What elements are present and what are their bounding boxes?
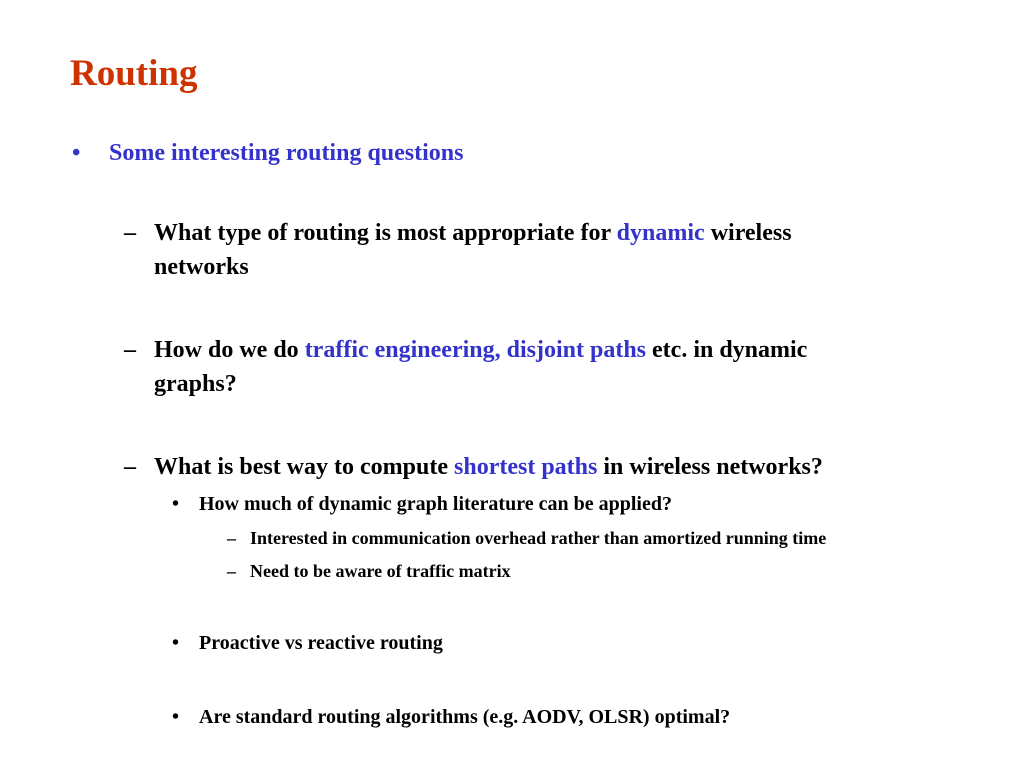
sub-point-1-item-2: Need to be aware of traffic matrix	[250, 561, 511, 581]
dash-marker: –	[124, 220, 136, 246]
question-3-line-1	[154, 450, 823, 484]
dash-marker: –	[227, 561, 236, 581]
sub-point-1: How much of dynamic graph literature can be applied?	[199, 493, 672, 515]
question-2-text: How do we do	[154, 337, 305, 363]
question-1-text-end: wireless	[704, 220, 792, 246]
sub-point-2: Proactive vs reactive routing	[199, 632, 443, 654]
question-1-line-2: networks	[154, 254, 249, 280]
question-1-text: What type of routing is most appropriate for	[154, 220, 617, 246]
sub-point-3: Are standard routing algorithms (e.g. AODV, OLSR) optimal?	[199, 706, 731, 728]
sub-bullet-marker: •	[172, 632, 180, 654]
dash-marker: –	[124, 337, 136, 363]
question-1-highlight: dynamic	[616, 220, 705, 246]
sub-bullet-marker: •	[172, 706, 180, 728]
sub-point-1-item-1: Interested in communication overhead rather than amortized running time	[250, 528, 827, 548]
question-3-text-end: in wireless networks?	[597, 454, 823, 480]
bullet-marker: •	[72, 140, 81, 166]
question-2-line-2: graphs?	[154, 371, 237, 397]
question-2-highlight: traffic engineering, disjoint paths	[304, 337, 647, 363]
slide-title: Routing	[70, 53, 198, 94]
question-2-line-1	[154, 333, 807, 367]
question-3-text: What is best way to compute	[154, 454, 454, 480]
dash-marker: –	[124, 454, 136, 480]
question-2-text-end: etc. in dynamic	[646, 337, 808, 363]
heading-point: Some interesting routing questions	[109, 140, 464, 166]
dash-marker: –	[227, 528, 236, 548]
sub-bullet-marker: •	[172, 493, 180, 515]
question-1-line-1	[154, 216, 792, 250]
question-3-highlight: shortest paths	[454, 454, 598, 480]
